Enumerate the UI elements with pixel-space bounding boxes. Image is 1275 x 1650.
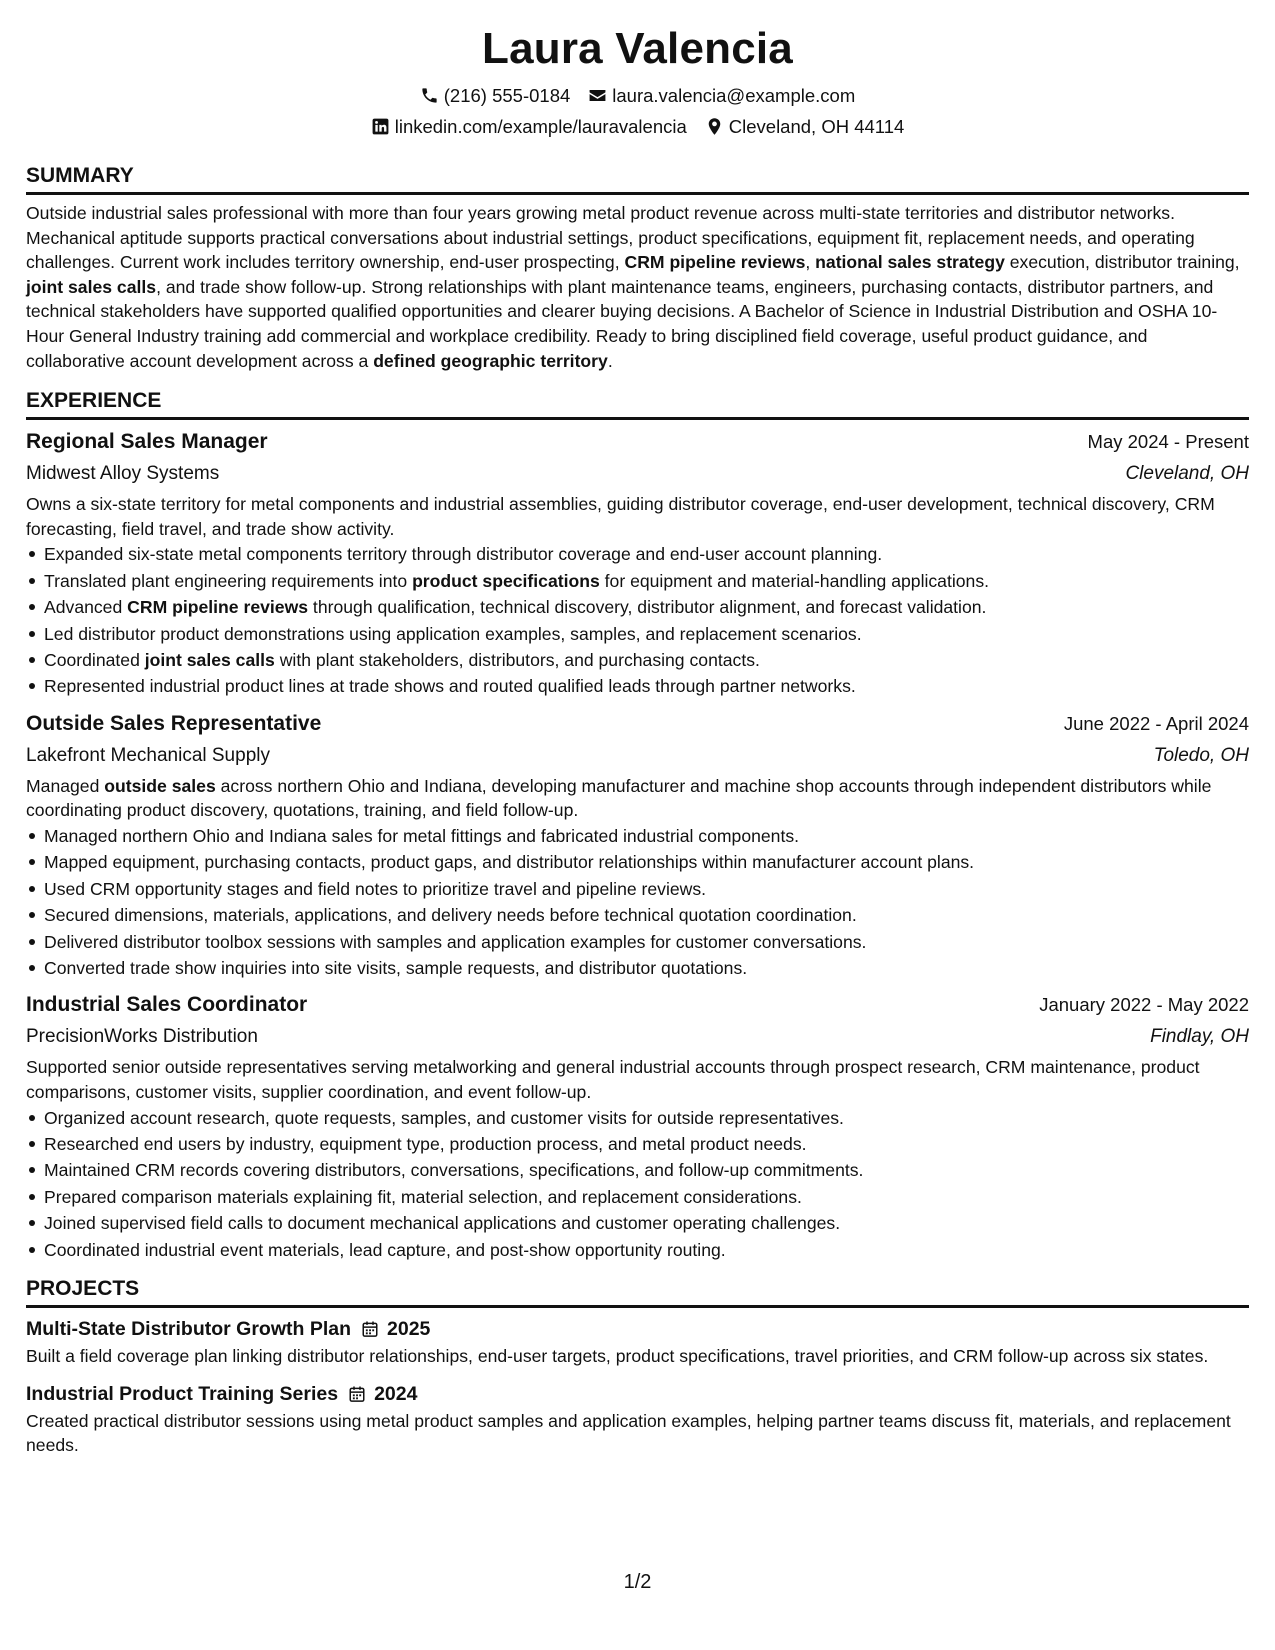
job-company-row <box>26 458 1249 490</box>
job-title-row <box>26 708 1249 740</box>
job-company: PrecisionWorks Distribution <box>26 1026 258 1048</box>
location-text: Cleveland, OH 44114 <box>728 116 905 137</box>
job-description: Owns a six-state territory for metal components and industrial assemblies, guiding distributor coverage, end-user development, technical discovery, CRM forecasting, field travel, and trade show activity. <box>26 494 1215 539</box>
summary-text: Outside industrial sales professional with more than four years growing metal product revenue across multi-state territories and distributor networks. Mechanical aptitude supports practical conversations about industrial settings, product specifications, equipment fit, replacement needs, and operating challenges. Current work includes territory ownership, end-user prospecting, CRM pipeline reviews, national sales strategy execution, distributor training, joint sales calls, and trade show follow-up. Strong relationships with plant maintenance teams, engineers, purchasing contacts, distributor partners, and technical stakeholders have supported qualified opportunities and clearer buying decisions. A Bachelor of Science in Industrial Distribution and OSHA 10-Hour General Industry training add commercial and workplace credibility. Ready to bring disciplined field coverage, useful product guidance, and collaborative account development across a defined geographic territory. <box>26 203 1240 371</box>
contact-email[interactable] <box>588 80 855 111</box>
job-bullets <box>26 541 1249 699</box>
resume-page <box>26 18 1249 1458</box>
job-title-row <box>26 989 1249 1021</box>
job-title: Outside Sales Representative <box>26 711 322 735</box>
email-text: laura.valencia@example.com <box>612 85 856 106</box>
contact-line-1 <box>26 80 1249 111</box>
resume-header <box>26 18 1249 142</box>
list-item: Managed northern Ohio and Indiana sales for metal fittings and fabricated industrial components. <box>44 823 1249 849</box>
list-item: Advanced CRM pipeline reviews through qualification, technical discovery, distributor alignment, and forecast validation. <box>44 594 1249 620</box>
list-item: Used CRM opportunity stages and field notes to prioritize travel and pipeline reviews. <box>44 876 1249 902</box>
job-title-row <box>26 426 1249 458</box>
job-entry <box>26 708 1249 982</box>
job-dates: May 2024 - Present <box>1087 431 1249 453</box>
list-item: Led distributor product demonstrations using application examples, samples, and replacement scenarios. <box>44 621 1249 647</box>
job-bullets <box>26 823 1249 981</box>
list-item: Converted trade show inquiries into site visits, sample requests, and distributor quotations. <box>44 955 1249 981</box>
project-description: Built a field coverage plan linking distributor relationships, end-user targets, product specifications, travel priorities, and CRM follow-up across six states. <box>26 1346 1209 1367</box>
contact-location <box>705 111 905 142</box>
list-item: Organized account research, quote requests, samples, and customer visits for outside representatives. <box>44 1105 1249 1131</box>
list-item: Translated plant engineering requirements into product specifications for equipment and material-handling applications. <box>44 568 1249 594</box>
job-company-row <box>26 1021 1249 1053</box>
contact-phone <box>420 80 571 111</box>
contact-linkedin[interactable] <box>371 111 687 142</box>
project-entry <box>26 1314 1249 1369</box>
job-company-row <box>26 740 1249 772</box>
job-dates: January 2022 - May 2022 <box>1039 994 1249 1016</box>
list-item: Represented industrial product lines at trade shows and routed qualified leads through partner networks. <box>44 673 1249 699</box>
list-item: Maintained CRM records covering distributors, conversations, specifications, and follow-up commitments. <box>44 1157 1249 1183</box>
phone-text: (216) 555-0184 <box>443 85 571 106</box>
job-bullets <box>26 1105 1249 1263</box>
project-date <box>361 1314 430 1344</box>
job-location: Findlay, OH <box>1150 1026 1249 1048</box>
job-location: Cleveland, OH <box>1125 463 1249 485</box>
project-entry <box>26 1379 1249 1458</box>
list-item: Coordinated industrial event materials, lead capture, and post-show opportunity routing. <box>44 1237 1249 1263</box>
project-date <box>348 1379 417 1409</box>
job-entry <box>26 426 1249 700</box>
section-title-summary: SUMMARY <box>26 162 1249 195</box>
envelope-icon <box>588 86 607 105</box>
linkedin-icon <box>371 117 390 136</box>
calendar-icon <box>361 1320 379 1338</box>
project-name: Industrial Product Training Series <box>26 1382 339 1405</box>
project-year: 2025 <box>387 1318 431 1341</box>
job-location: Toledo, OH <box>1153 744 1249 766</box>
job-dates: June 2022 - April 2024 <box>1063 712 1249 734</box>
job-entry <box>26 989 1249 1263</box>
list-item: Coordinated joint sales calls with plant stakeholders, distributors, and purchasing contacts. <box>44 647 1249 673</box>
map-pin-icon <box>705 117 724 136</box>
project-year: 2024 <box>374 1382 418 1405</box>
summary-section <box>26 162 1249 373</box>
job-description: Supported senior outside representatives serving metalworking and general industrial accounts through prospect research, CRM maintenance, product comparisons, customer visits, supplier coordination, and event follow-up. <box>26 1057 1200 1102</box>
list-item: Researched end users by industry, equipment type, production process, and metal product needs. <box>44 1131 1249 1157</box>
section-title-projects: PROJECTS <box>26 1275 1249 1308</box>
calendar-icon <box>348 1385 366 1403</box>
job-company: Lakefront Mechanical Supply <box>26 744 270 766</box>
project-head <box>26 1314 1249 1344</box>
projects-section <box>26 1275 1249 1458</box>
linkedin-text: linkedin.com/example/lauravalencia <box>394 116 687 137</box>
page-number: 1/2 <box>623 1571 652 1593</box>
project-head <box>26 1379 1249 1409</box>
list-item: Mapped equipment, purchasing contacts, product gaps, and distributor relationships within manufacturer account plans. <box>44 849 1249 875</box>
experience-section <box>26 387 1249 1263</box>
contact-line-2 <box>26 111 1249 142</box>
job-company: Midwest Alloy Systems <box>26 463 220 485</box>
list-item: Joined supervised field calls to document mechanical applications and customer operating challenges. <box>44 1210 1249 1236</box>
job-title: Regional Sales Manager <box>26 430 268 454</box>
project-name: Multi-State Distributor Growth Plan <box>26 1318 351 1341</box>
list-item: Delivered distributor toolbox sessions with samples and application examples for customer conversations. <box>44 929 1249 955</box>
phone-icon <box>420 86 439 105</box>
list-item: Expanded six-state metal components territory through distributor coverage and end-user account planning. <box>44 541 1249 567</box>
project-description: Created practical distributor sessions using metal product samples and application examples, helping partner teams discuss fit, materials, and replacement needs. <box>26 1410 1231 1456</box>
job-title: Industrial Sales Coordinator <box>26 993 308 1017</box>
candidate-name: Laura Valencia <box>482 24 793 73</box>
list-item: Secured dimensions, materials, applications, and delivery needs before technical quotation coordination. <box>44 902 1249 928</box>
section-title-experience: EXPERIENCE <box>26 387 1249 420</box>
job-description: Managed outside sales across northern Ohio and Indiana, developing manufacturer and machine shop accounts through independent distributors while coordinating product discovery, quotations, training, and field follow-up. <box>26 775 1212 821</box>
list-item: Prepared comparison materials explaining fit, material selection, and replacement considerations. <box>44 1184 1249 1210</box>
